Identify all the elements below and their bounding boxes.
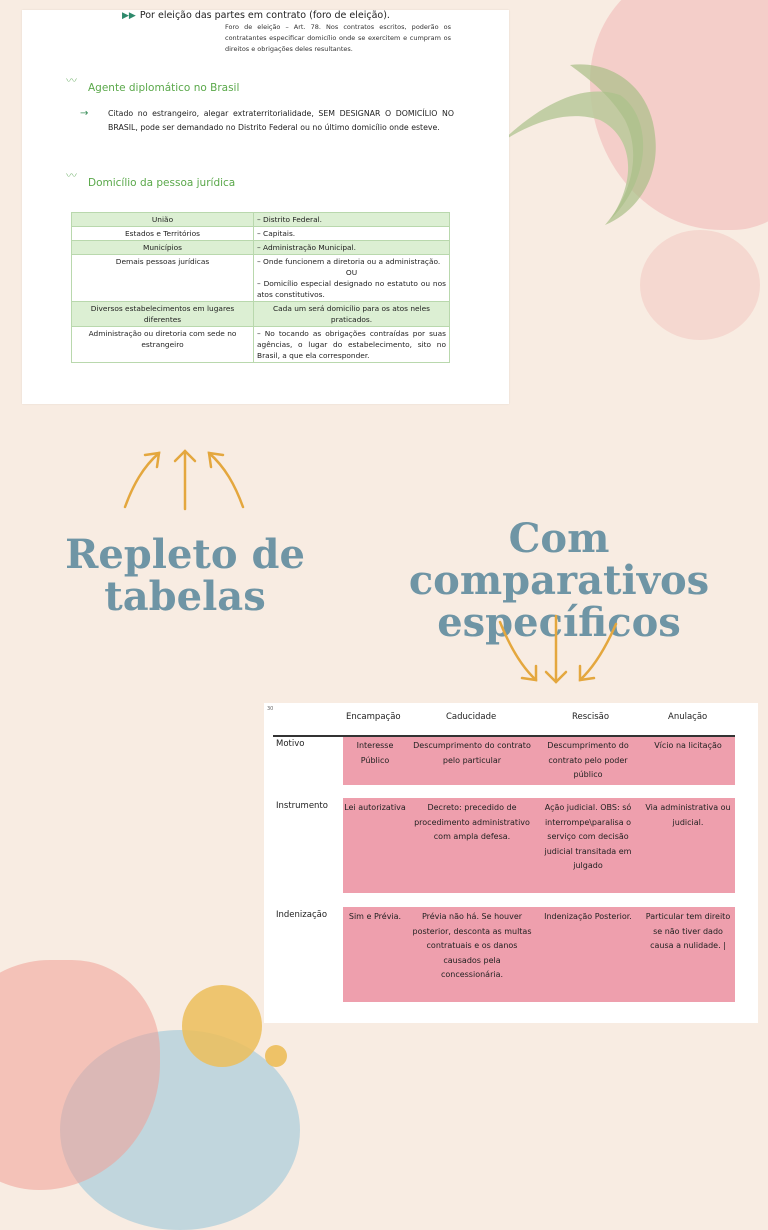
table-cell: Demais pessoas jurídicas (72, 255, 254, 302)
up-arrows-icon (115, 445, 255, 515)
green-crescent-shape (490, 25, 670, 235)
table-cell: Particular tem direito se não tiver dado causa a nulidade. | (645, 912, 731, 950)
column-header: Caducidade (446, 712, 497, 722)
table-row (72, 227, 450, 241)
foro-note: Foro de eleição – Art. 78. Nos contratos escritos, poderão os contratantes especificar domicílio onde se exercitem e cumpram os direitos e obrigações deles resultantes. (225, 23, 451, 53)
bullet-text: Por eleição das partes em contrato (foro de eleição). (139, 10, 390, 21)
column-header: Rescisão (572, 712, 610, 722)
section-title-domicilio: Domicílio da pessoa jurídica (88, 177, 236, 189)
table-cell: Municípios (72, 241, 254, 255)
heading-line: Com comparativos (408, 515, 710, 604)
heading-line: específicos (437, 599, 681, 646)
cell-text: – Domicílio especial designado no estatuto ou nos atos constitutivos. (257, 279, 446, 299)
table-row (72, 241, 450, 255)
heading-line: Repleto de (65, 531, 305, 578)
down-arrows-icon (490, 612, 630, 688)
table-cell: Descumprimento do contrato pelo poder público (547, 741, 629, 779)
right-arrow-icon: → (80, 108, 89, 119)
section-title-agente: Agente diplomático no Brasil (88, 82, 240, 94)
double-arrow-icon: ▶▶ (122, 11, 136, 21)
comparison-table-card (264, 703, 758, 1023)
swirl-icon: 〰 (66, 169, 77, 182)
yellow-watercolor-blob (182, 985, 262, 1067)
table-cell: Descumprimento do contrato pelo particular (413, 741, 531, 765)
table-cell: Decreto: precedido de procedimento administrativo com ampla defesa. (414, 803, 530, 841)
swirl-icon: 〰 (66, 74, 77, 87)
table-cell: Estados e Territórios (72, 227, 254, 241)
table-cell: União (72, 213, 254, 227)
table-cell: Diversos estabelecimentos em lugares diferentes (72, 302, 254, 327)
table-row (72, 327, 450, 363)
table-cell: – Capitais. (254, 227, 450, 241)
table-row (72, 302, 450, 327)
cell-text-ou: OU (345, 268, 358, 277)
table-cell: Sim e Prévia. (348, 912, 402, 921)
table-cell: Indenização Posterior. (544, 912, 632, 921)
domicilio-table (71, 212, 450, 363)
row-label: Instrumento (276, 801, 328, 811)
table-cell: Cada um será domicílio para os atos neles praticados. (254, 302, 450, 327)
section-item-agente (80, 107, 454, 135)
table-cell: – Administração Municipal. (254, 241, 450, 255)
heading-line: tabelas (104, 573, 266, 620)
table-row (72, 255, 450, 302)
pink-watercolor-blob-small (640, 230, 760, 340)
table-cell: – No tocando as obrigações contraídas por suas agências, o lugar do estabelecimento, sito no Brasil, a que ela corresponder. (254, 327, 450, 363)
row-label: Indenização (276, 910, 328, 920)
yellow-dot (265, 1045, 287, 1067)
heading-repleto-de-tabelas (60, 531, 310, 620)
column-header: Anulação (668, 712, 708, 722)
table-cell: Prévia não há. Se houver posterior, desconta as multas contratuais e os danos causados pela concessionária. (412, 912, 532, 979)
table-cell: Vício na licitação (654, 741, 722, 750)
table-cell: Interesse Público (356, 741, 394, 765)
table-cell: – Distrito Federal. (254, 213, 450, 227)
section-item-text: Citado no estrangeiro, alegar extraterritorialidade, SEM DESIGNAR O DOMICÍLIO NO BRASIL, pode ser demandado no Distrito Federal ou no último domicílio onde esteve. (108, 109, 454, 132)
row-label: Motivo (276, 739, 305, 749)
column-header: Encampação (346, 712, 401, 722)
table-cell: Administração ou diretoria com sede no estrangeiro (72, 327, 254, 363)
table-cell (254, 255, 450, 302)
corner-marker: 30 (267, 706, 274, 712)
table-row (72, 213, 450, 227)
bullet-line (122, 10, 390, 21)
table-cell: Lei autorizativa (344, 803, 406, 812)
table-cell: Ação judicial. OBS: só interrompe\paralisa o serviço com decisão judicial transitada em julgado (544, 803, 632, 870)
document-preview-card (22, 10, 509, 404)
cell-text: – Onde funcionem a diretoria ou a administração. (257, 257, 441, 266)
table-cell: Via administrativa ou judicial. (645, 803, 731, 827)
